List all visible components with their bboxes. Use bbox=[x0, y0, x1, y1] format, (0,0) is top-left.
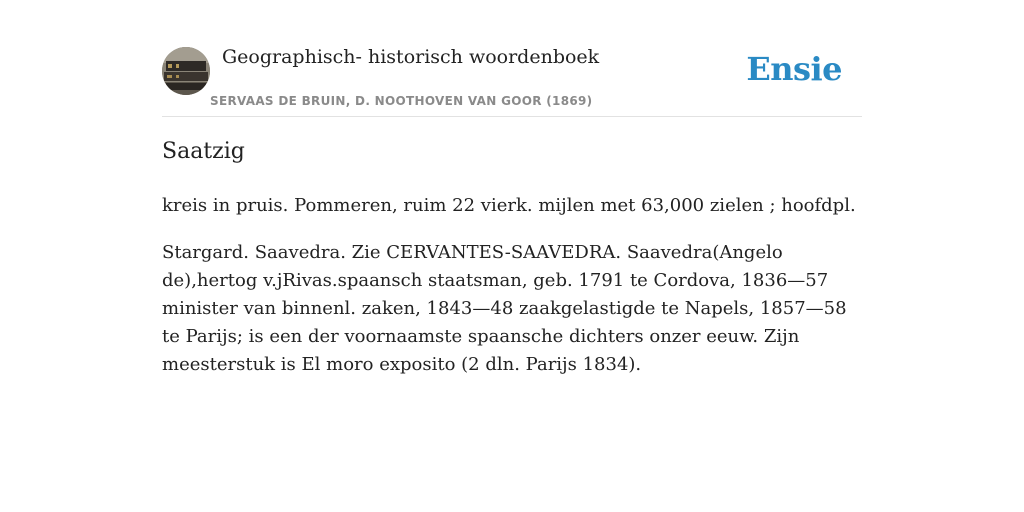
entry-paragraph: kreis in pruis. Pommeren, ruim 22 vierk. mijlen met 63,000 zielen ; hoofdpl. bbox=[162, 195, 856, 216]
book-title[interactable]: Geographisch- historisch woordenboek bbox=[222, 46, 600, 68]
entry-title: Saatzig bbox=[162, 139, 245, 164]
book-header bbox=[162, 40, 862, 117]
book-author: SERVAAS DE BRUIN, D. NOOTHOVEN VAN GOOR (1869) bbox=[210, 94, 593, 108]
entry-paragraph: Stargard. Saavedra. Zie CERVANTES-SAAVEDRA. Saavedra(Angelo de),hertog v.jRivas.spaansch staatsman, geb. 1791 te Cordova, 1836—57 minister van binnenl. zaken, 1843—48 zaakgelastigde te Napels, 1857—58 te Parijs; is een der voornaamste spaansche dichters onzer eeuw. Zijn meesterstuk is El moro exposito (2 dln. Parijs 1834). bbox=[162, 242, 847, 375]
entry-content bbox=[162, 192, 862, 398]
brand-logo-link[interactable]: Ensie bbox=[746, 50, 842, 88]
book-cover-icon bbox=[162, 47, 210, 95]
book-cover-avatar[interactable] bbox=[162, 47, 210, 95]
